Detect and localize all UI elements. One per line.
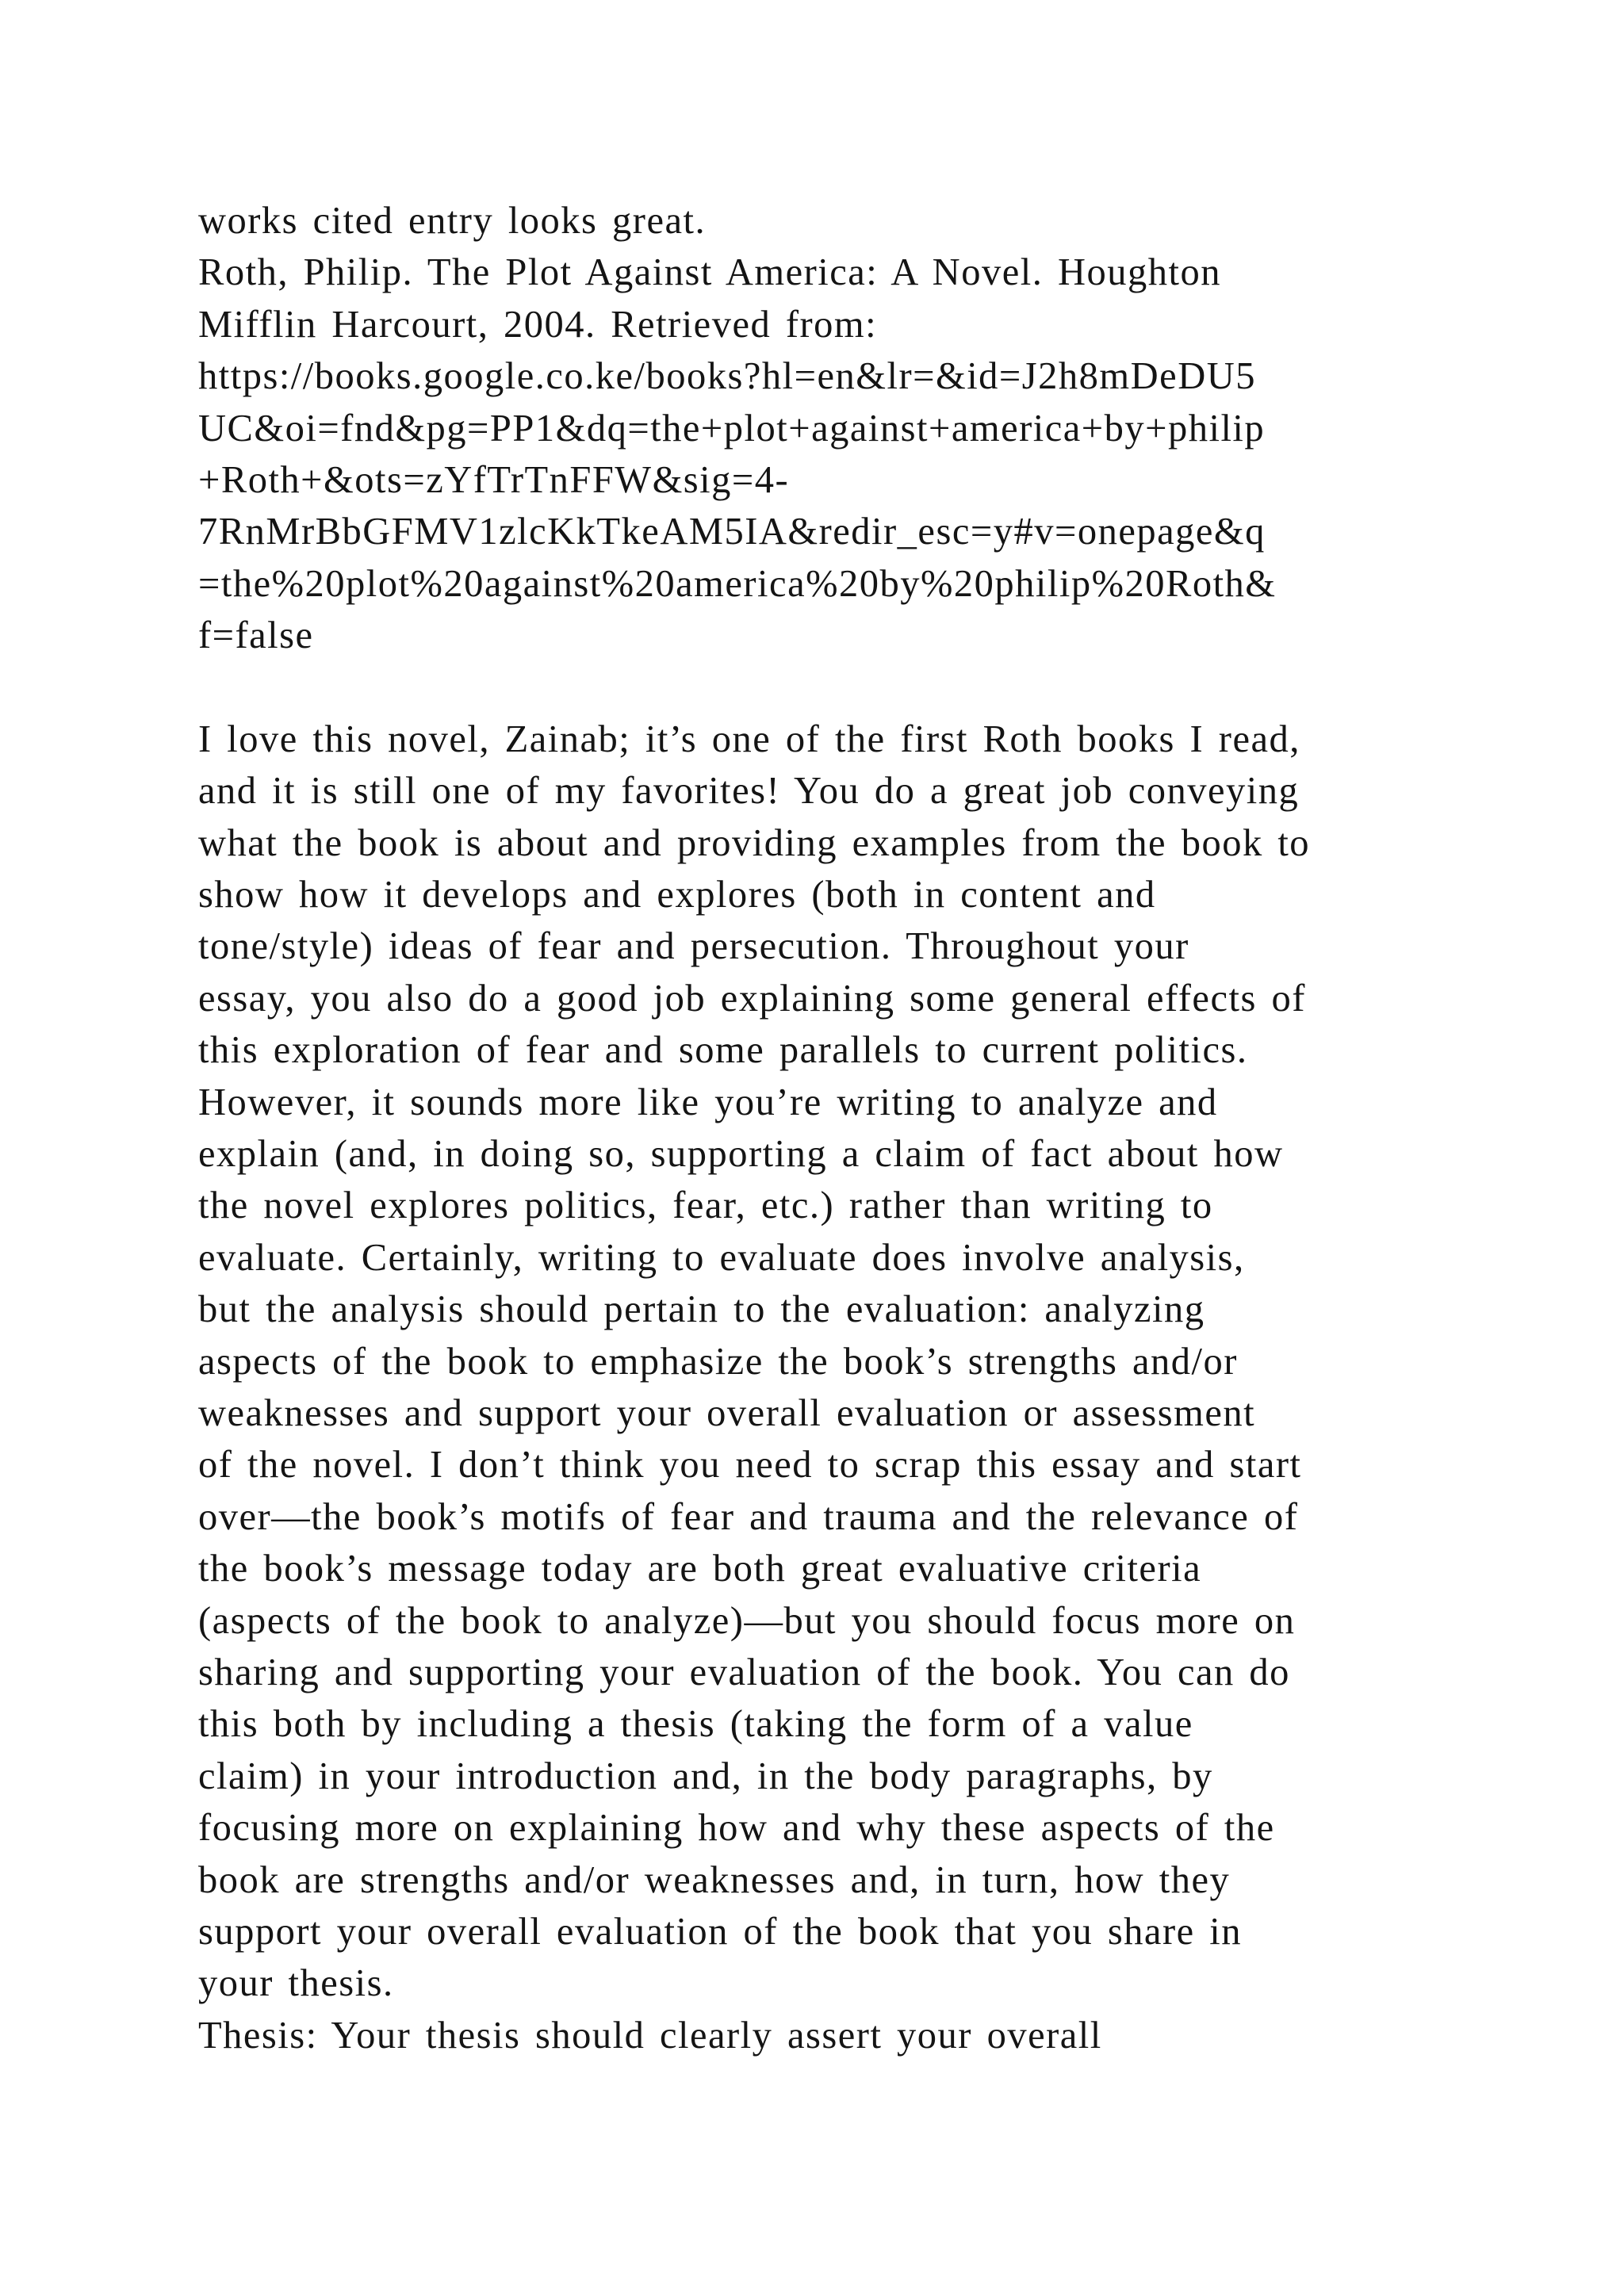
text-line: https://books.google.co.ke/books?hl=en&lr=&id=J2h8mDeDU5 bbox=[198, 355, 1256, 398]
text-line: this both by including a thesis (taking the form of a value bbox=[198, 1703, 1193, 1746]
text-line: the book’s message today are both great evaluative criteria bbox=[198, 1548, 1202, 1590]
text-line: over—the book’s motifs of fear and trauma and the relevance of bbox=[198, 1495, 1299, 1538]
text-line: I love this novel, Zainab; it’s one of the first Roth books I read, bbox=[198, 718, 1300, 760]
text-line: claim) in your introduction and, in the body paragraphs, by bbox=[198, 1755, 1213, 1797]
text-line: (aspects of the book to analyze)—but you should focus more on bbox=[198, 1599, 1296, 1642]
text-line: but the analysis should pertain to the evaluation: analyzing bbox=[198, 1288, 1205, 1331]
text-line: tone/style) ideas of fear and persecution. Throughout your bbox=[198, 925, 1189, 968]
text-line: sharing and supporting your evaluation of the book. You can do bbox=[198, 1651, 1290, 1693]
text-line: +Roth+&ots=zYfTrTnFFW&sig=4- bbox=[198, 458, 790, 501]
text-line: 7RnMrBbGFMV1zlcKkTkeAM5IA&redir_esc=y#v=onepage&q bbox=[198, 511, 1266, 553]
text-line: the novel explores politics, fear, etc.) rather than writing to bbox=[198, 1184, 1213, 1227]
text-line: UC&oi=fnd&pg=PP1&dq=the+plot+against+america+by+philip bbox=[198, 407, 1266, 450]
text-line: what the book is about and providing examples from the book to bbox=[198, 821, 1311, 864]
feedback-paragraph bbox=[198, 714, 1499, 2061]
text-line: Mifflin Harcourt, 2004. Retrieved from: bbox=[198, 303, 878, 346]
text-line: and it is still one of my favorites! You do a great job conveying bbox=[198, 770, 1300, 813]
text-line: Roth, Philip. The Plot Against America: A Novel. Houghton bbox=[198, 251, 1221, 294]
text-line: f=false bbox=[198, 614, 314, 657]
text-line: explain (and, in doing so, supporting a claim of fact about how bbox=[198, 1133, 1284, 1176]
text-line: book are strengths and/or weaknesses and, in turn, how they bbox=[198, 1858, 1231, 1901]
text-line: =the%20plot%20against%20america%20by%20philip%20Roth& bbox=[198, 562, 1277, 605]
works-cited-section bbox=[198, 195, 1499, 662]
text-line: weaknesses and support your overall evaluation or assessment bbox=[198, 1391, 1256, 1434]
text-line: focusing more on explaining how and why these aspects of the bbox=[198, 1807, 1275, 1850]
text-line: aspects of the book to emphasize the book’s strengths and/or bbox=[198, 1340, 1238, 1383]
text-line: works cited entry looks great. bbox=[198, 200, 707, 242]
document-body bbox=[198, 195, 1499, 2061]
text-line: However, it sounds more like you’re writing to analyze and bbox=[198, 1081, 1218, 1123]
thesis-line: Thesis: Your thesis should clearly assert your overall bbox=[198, 2014, 1102, 2057]
text-line: essay, you also do a good job explaining some general effects of bbox=[198, 977, 1306, 1020]
paragraph-gap bbox=[198, 662, 1499, 714]
text-line: of the novel. I don’t think you need to scrap this essay and start bbox=[198, 1444, 1302, 1487]
text-line: show how it develops and explores (both in content and bbox=[198, 874, 1156, 916]
text-line: support your overall evaluation of the book that you share in bbox=[198, 1910, 1242, 1953]
text-line: evaluate. Certainly, writing to evaluate does involve analysis, bbox=[198, 1236, 1245, 1279]
text-line: your thesis. bbox=[198, 1962, 394, 2005]
text-line: this exploration of fear and some parallels to current politics. bbox=[198, 1029, 1248, 1072]
